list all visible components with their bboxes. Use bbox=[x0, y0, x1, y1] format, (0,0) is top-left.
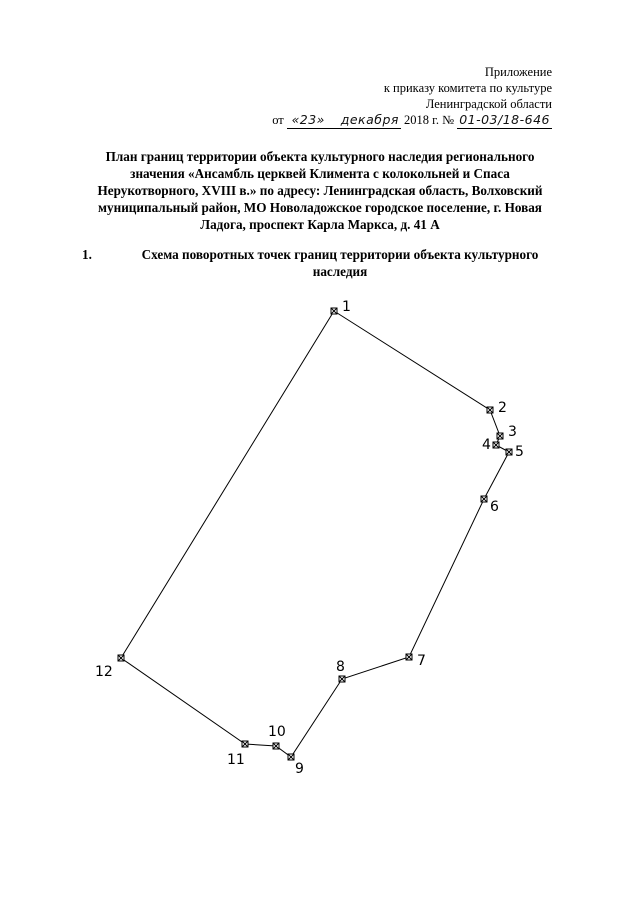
turning-point-marker bbox=[481, 496, 487, 502]
turning-point-label: 12 bbox=[95, 664, 113, 680]
section-title-line: наследия bbox=[312, 264, 368, 279]
appendix-title: Приложение bbox=[484, 65, 552, 79]
turning-point-marker bbox=[487, 407, 493, 413]
turning-point-label: 7 bbox=[417, 653, 426, 669]
section-title-line: Схема поворотных точек границ территории объекта культурного bbox=[141, 247, 539, 262]
turning-point-marker bbox=[497, 433, 503, 439]
turning-points bbox=[95, 299, 524, 777]
turning-point-label: 6 bbox=[490, 499, 499, 515]
appendix-order-ref: к приказу комитета по культуре bbox=[383, 81, 552, 95]
turning-point-label: 10 bbox=[268, 724, 286, 740]
handwritten-order-number: 01-03/18-646 bbox=[459, 112, 550, 127]
appendix-region: Ленинградской области bbox=[425, 97, 552, 111]
turning-point-marker bbox=[331, 308, 337, 314]
handwritten-day: «23» bbox=[287, 112, 327, 129]
turning-point-marker bbox=[273, 743, 279, 749]
turning-point-marker bbox=[118, 655, 124, 661]
date-year: 2018 г. № bbox=[404, 113, 455, 127]
title-line: Нерукотворного, XVIII в.» по адресу: Ленинградская область, Волховский bbox=[97, 183, 543, 198]
turning-point-marker bbox=[288, 754, 294, 760]
turning-point-marker bbox=[493, 442, 499, 448]
turning-point-label: 4 bbox=[482, 437, 491, 453]
turning-point-marker bbox=[406, 654, 412, 660]
turning-point-label: 11 bbox=[227, 752, 245, 768]
handwritten-month: декабря bbox=[327, 112, 401, 129]
turning-point-label: 2 bbox=[498, 400, 507, 416]
boundary-polygon bbox=[121, 311, 509, 757]
title-line: План границ территории объекта культурного наследия регионального bbox=[105, 149, 535, 164]
turning-point-label: 9 bbox=[295, 761, 304, 777]
turning-point-marker bbox=[242, 741, 248, 747]
title-line: муниципальный район, МО Новоладожское городское поселение, г. Новая bbox=[98, 200, 542, 215]
date-prefix: от bbox=[272, 113, 284, 127]
turning-point-label: 1 bbox=[342, 299, 351, 315]
turning-point-marker bbox=[506, 449, 512, 455]
turning-point-label: 5 bbox=[515, 444, 524, 460]
turning-point-label: 3 bbox=[508, 424, 517, 440]
turning-point-marker bbox=[339, 676, 345, 682]
turning-point-label: 8 bbox=[336, 659, 345, 675]
title-line: значения «Ансамбль церквей Климента с колокольней и Спаса bbox=[130, 166, 510, 181]
section-number: 1. bbox=[82, 247, 92, 262]
title-line: Ладога, проспект Карла Маркса, д. 41 А bbox=[200, 217, 440, 232]
